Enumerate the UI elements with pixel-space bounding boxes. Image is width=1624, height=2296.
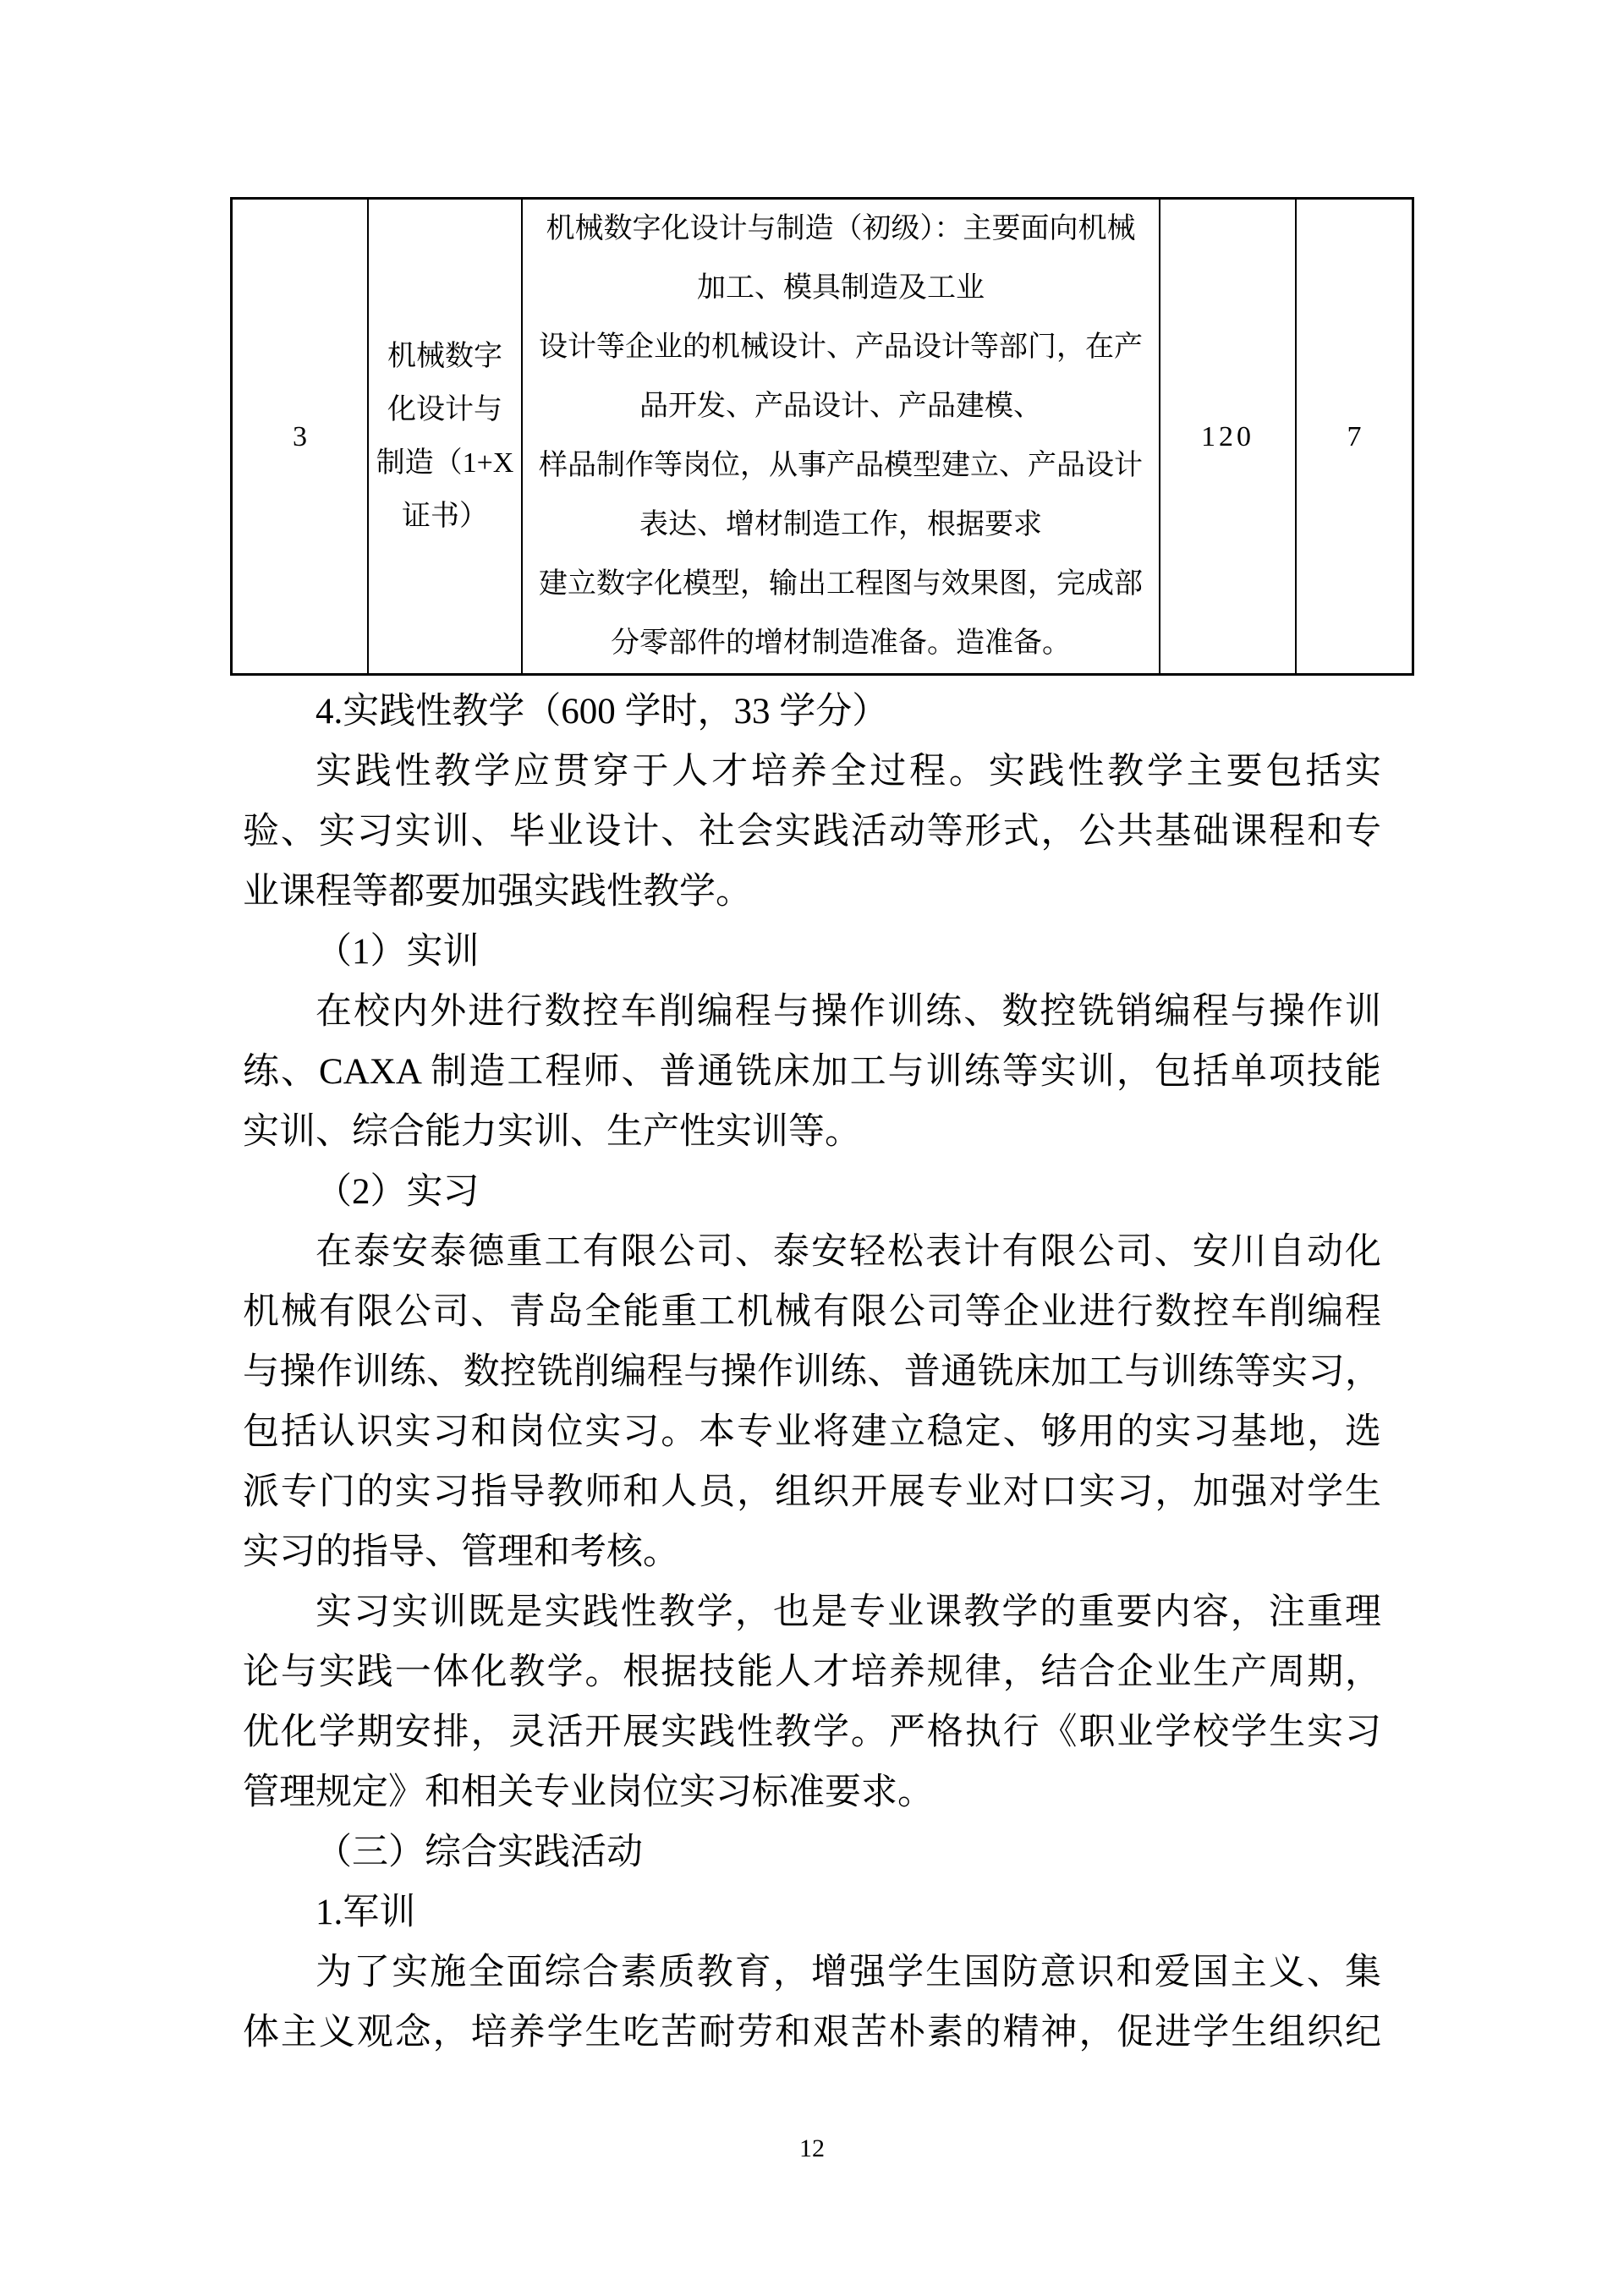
heading-military-training: 1.军训 <box>315 1893 416 1932</box>
table-cell-description <box>523 200 1160 673</box>
table-cell-hours <box>1160 200 1297 673</box>
heading-shixun: （1）实训 <box>315 932 480 972</box>
body-line: 业课程等都要加强实践性教学。 <box>243 872 752 912</box>
body-line: 在泰安泰德重工有限公司、泰安轻松表计有限公司、安川自动化 <box>315 1232 1381 1272</box>
course-name-line: 机械数字 <box>387 341 502 372</box>
heading-shixi: （2）实习 <box>315 1172 480 1212</box>
body-line: 为了实施全面综合素质教育，增强学生国防意识和爱国主义、集 <box>315 1953 1381 1992</box>
table-cell-row-number <box>233 200 369 673</box>
course-name-line: 化设计与 <box>387 394 502 425</box>
description-line: 设计等企业的机械设计、产品设计等部门，在产 <box>539 332 1143 363</box>
body-line: 验、实习实训、毕业设计、社会实践活动等形式，公共基础课程和专 <box>243 812 1381 852</box>
body-line: 优化学期安排，灵活开展实践性教学。严格执行《职业学校学生实习 <box>243 1712 1381 1752</box>
page-number: 12 <box>799 2134 825 2162</box>
description-line: 加工、模具制造及工业 <box>697 272 985 304</box>
body-line: 机械有限公司、青岛全能重工机械有限公司等企业进行数控车削编程 <box>243 1292 1381 1332</box>
description-line: 品开发、产品设计、产品建模、 <box>639 391 1042 422</box>
description-line: 样品制作等岗位，从事产品模型建立、产品设计 <box>539 450 1143 481</box>
body-line: 在校内外进行数控车削编程与操作训练、数控铣销编程与操作训 <box>315 992 1381 1032</box>
certificate-course-table <box>230 197 1414 676</box>
document-body <box>243 682 1381 2063</box>
body-line: 派专门的实习指导教师和人员，组织开展专业对口实习，加强对学生 <box>243 1472 1381 1512</box>
body-line: 实践性教学应贯穿于人才培养全过程。实践性教学主要包括实 <box>315 752 1381 792</box>
table-cell-credits <box>1297 200 1412 673</box>
course-name-line: 制造（1+X <box>376 447 514 479</box>
description-line: 建立数字化模型，输出工程图与效果图，完成部 <box>539 568 1143 600</box>
body-line: 实习的指导、管理和考核。 <box>243 1532 679 1572</box>
body-line: 与操作训练、数控铣削编程与操作训练、普通铣床加工与训练等实习， <box>243 1352 1381 1392</box>
description-line: 表达、增材制造工作，根据要求 <box>639 509 1042 540</box>
hours-value: 120 <box>1201 420 1254 452</box>
body-line: 管理规定》和相关专业岗位实习标准要求。 <box>243 1773 934 1812</box>
course-name-line: 证书） <box>402 501 488 532</box>
body-line: 包括认识实习和岗位实习。本专业将建立稳定、够用的实习基地，选 <box>243 1412 1381 1452</box>
body-line: 实习实训既是实践性教学，也是专业课教学的重要内容，注重理 <box>315 1592 1381 1632</box>
heading-practical-teaching: 4.实践性教学（600 学时，33 学分） <box>315 692 889 732</box>
table-cell-course-name <box>369 200 523 673</box>
body-line: 练、CAXA 制造工程师、普通铣床加工与训练等实训，包括单项技能 <box>243 1052 1381 1092</box>
body-line: 体主义观念，培养学生吃苦耐劳和艰苦朴素的精神，促进学生组织纪 <box>243 2013 1381 2052</box>
description-line: 机械数字化设计与制造（初级）：主要面向机械 <box>546 213 1136 244</box>
description-line: 分零部件的增材制造准备。造准备。 <box>611 627 1071 659</box>
body-line: 论与实践一体化教学。根据技能人才培养规律，结合企业生产周期， <box>243 1652 1381 1692</box>
row-number: 3 <box>293 420 307 452</box>
credits-value: 7 <box>1347 420 1362 452</box>
heading-comprehensive-practice: （三）综合实践活动 <box>315 1833 643 1872</box>
body-line: 实训、综合能力实训、生产性实训等。 <box>243 1112 861 1152</box>
